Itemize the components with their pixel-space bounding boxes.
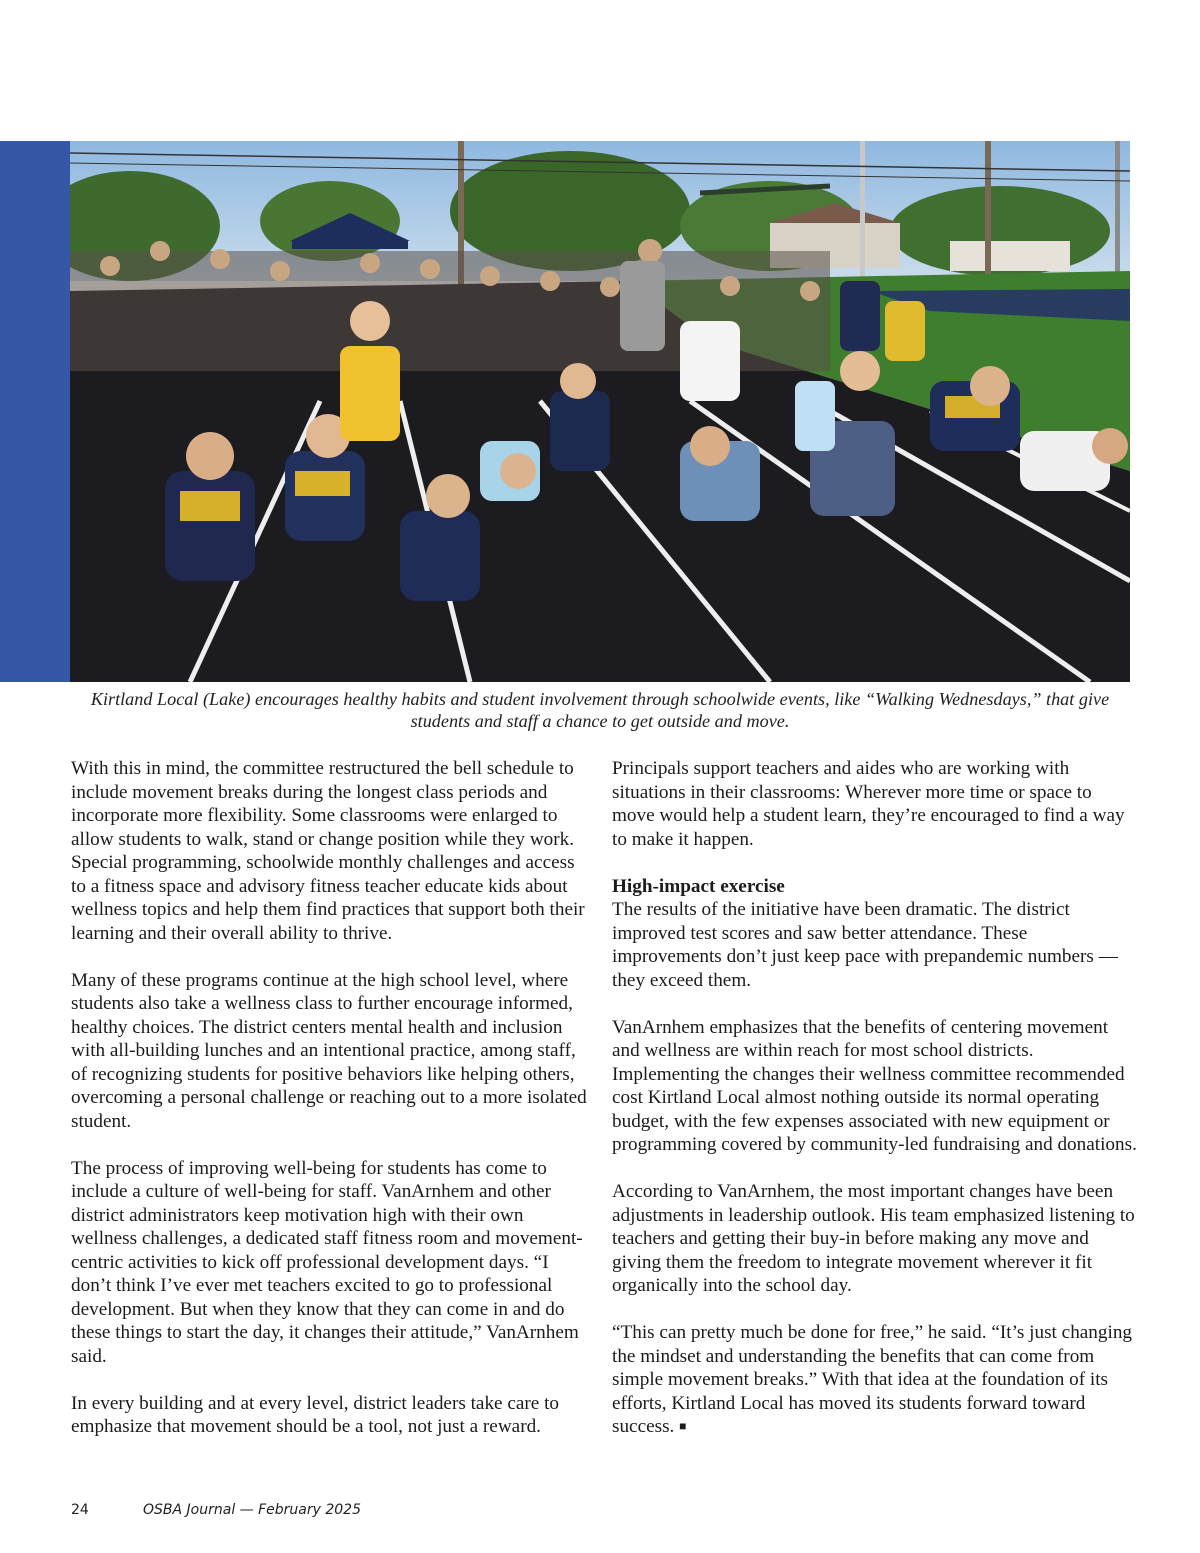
accent-bar <box>0 141 70 682</box>
closing-text: “This can pretty much be done for free,” he said. “It’s just changing the mindset and understanding the benefits that can come from simple movement breaks.” With that idea at the foundation of its efforts, Kirtland Local has moved its students forward toward success. <box>612 1322 1133 1437</box>
body-paragraph: With this in mind, the committee restructured the bell schedule to include movement breaks during the longest class periods and incorporate more flexibility. Some classrooms were enlarged to allow students to walk, stand or change position while they work. Special programming, schoolwide monthly challenges and access to a fitness space and advisory fitness teacher educate kids about wellness topics and help them find practices that support both their learning and their overall ability to thrive. <box>71 758 585 944</box>
photo-caption: Kirtland Local (Lake) encourages healthy habits and student involvement through schoolwide events, like “Walking Wednesdays,” that give students and staff a chance to get outside and move. <box>90 689 1110 731</box>
right-column <box>612 757 1137 1462</box>
body-paragraph: VanArnhem emphasizes that the benefits of centering movement and wellness are within reach for most school districts. Implementing the changes their wellness committee recommended cost Kirtland Local almost nothing outside its normal operating budget, with the few expenses associated with new equipment or programming covered by community-led fundraising and donations. <box>612 1016 1137 1155</box>
end-mark-icon: ■ <box>679 1419 687 1433</box>
body-paragraph: Principals support teachers and aides who are working with situations in their classrooms: Wherever more time or space to move would help a student learn, they’re encouraged to find a way to make it happen. <box>612 758 1125 850</box>
left-column <box>71 757 591 1462</box>
body-paragraph: According to VanArnhem, the most important changes have been adjustments in leadership outlook. His team emphasized listening to teachers and getting their buy-in before making any move and giving them the freedom to integrate movement wherever it fit organically into the school day. <box>612 1181 1135 1296</box>
page-footer <box>71 1502 361 1518</box>
section-heading: High-impact exercise <box>612 875 785 897</box>
body-paragraph: The process of improving well-being for students has come to include a culture of well-being for staff. VanArnhem and other district administrators keep motivation high with their own wellness challenges, a dedicated staff fitness room and movement-centric activities to kick off professional development days. “I don’t think I’ve ever met teachers excited to go to professional development. But when they know that they can come in and do these things to start the day, it changes their attitude,” VanArnhem said. <box>71 1157 583 1367</box>
page-number: 24 <box>71 1502 89 1518</box>
body-paragraph: In every building and at every level, district leaders take care to emphasize that movement should be a tool, not just a reward. <box>71 1392 560 1437</box>
publication-name: OSBA Journal — February 2025 <box>143 1502 361 1518</box>
closing-paragraph <box>612 1321 1137 1439</box>
body-paragraph: Many of these programs continue at the high school level, where students also take a wellness class to further encourage informed, healthy choices. The district centers mental health and inclusion with all-building lunches and an intentional practice, among staff, of recognizing students for positive behaviors like helping others, overcoming a personal challenge or reaching out to a more isolated student. <box>71 969 587 1132</box>
body-paragraph: The results of the initiative have been dramatic. The district improved test scores and saw better attendance. These improvements don’t just keep pace with prepandemic numbers — they exceed them. <box>612 899 1118 991</box>
event-photo <box>70 141 1130 682</box>
